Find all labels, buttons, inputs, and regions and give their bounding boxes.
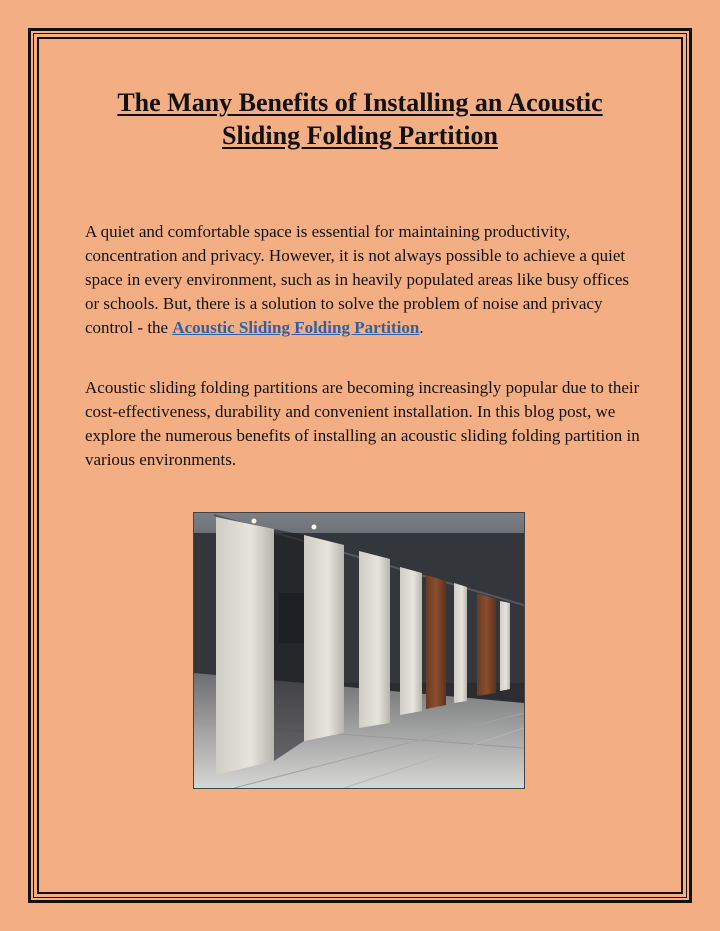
title-line-2: Sliding Folding Partition: [222, 121, 498, 150]
acoustic-partition-link[interactable]: Acoustic Sliding Folding Partition: [172, 318, 420, 337]
document-title: [60, 86, 660, 152]
intro-paragraph-text: A quiet and comfortable space is essential for maintaining productivity, concentration and privacy. However, it is not always possible to achieve a quiet space in every environment, such as in heavily populated areas like busy offices or schools. But, there is a solution to solve the problem of noise and privacy control - the: [85, 222, 629, 337]
intro-paragraph-end: .: [419, 318, 424, 337]
partition-photo: [193, 512, 525, 789]
second-paragraph: Acoustic sliding folding partitions are becoming increasingly popular due to their cost-effectiveness, durability and convenient installation. In this blog post, we explore the numerous benefits of installing an acoustic sliding folding partition in various environments.: [85, 378, 640, 469]
intro-paragraph: [85, 220, 645, 340]
title-line-1: The Many Benefits of Installing an Acoustic: [117, 88, 603, 117]
